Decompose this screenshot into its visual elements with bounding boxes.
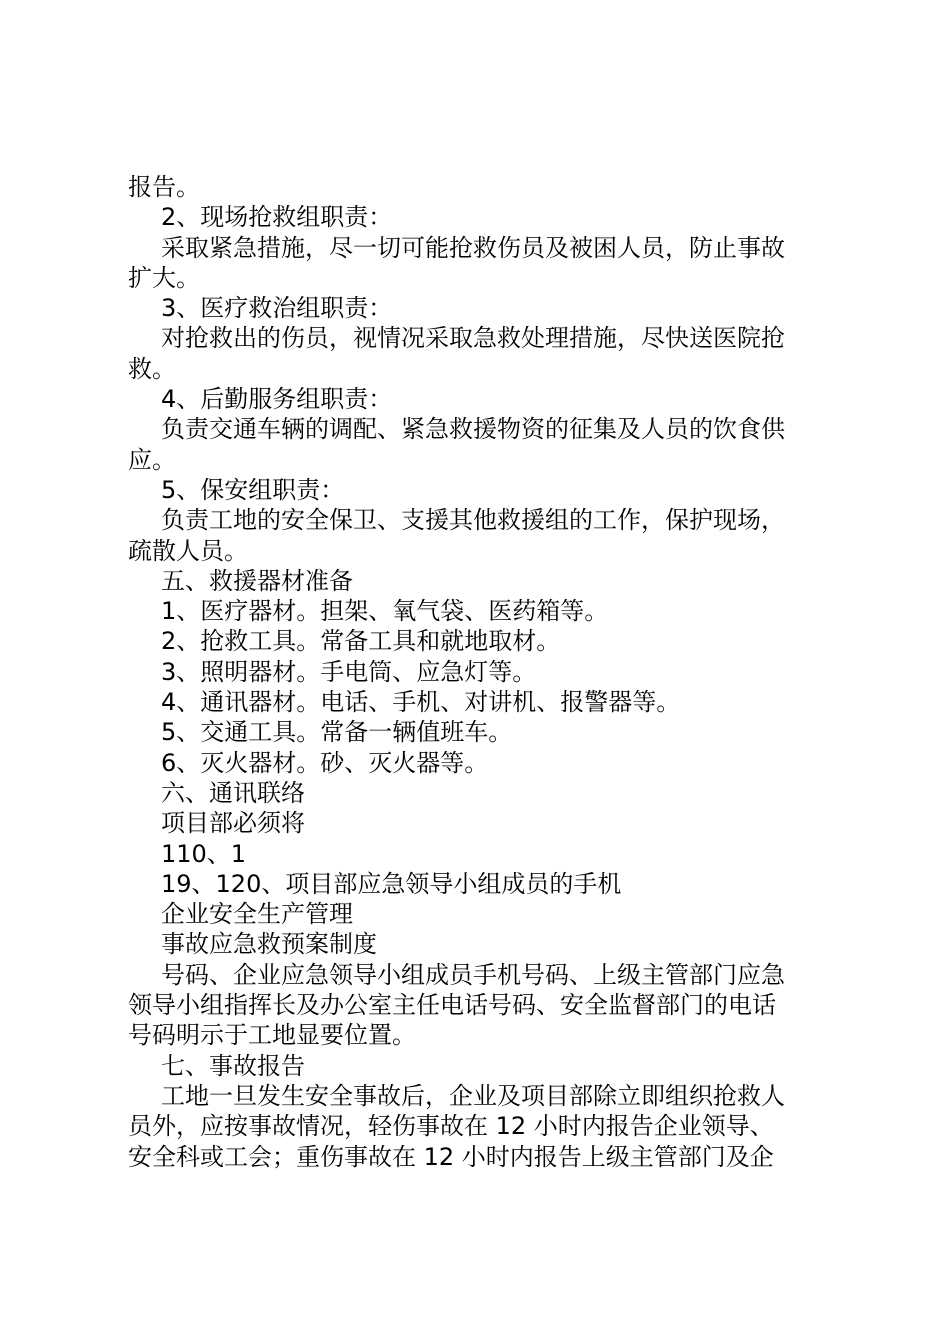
text-line: 扩大。 xyxy=(128,263,200,292)
text-line: 负责交通车辆的调配、紧急救援物资的征集及人员的饮食供 xyxy=(161,415,785,444)
text-line: 6、灭火器材。砂、灭火器等。 xyxy=(161,748,489,777)
text-line: 员外，应按事故情况，轻伤事故在 12 小时内报告企业领导、 xyxy=(128,1112,774,1141)
text-line: 报告。 xyxy=(128,173,200,201)
text-line: 5、保安组职责： xyxy=(161,475,345,504)
text-line: 六、通讯联络 xyxy=(161,778,305,807)
text-line: 2、现场抢救组职责： xyxy=(161,203,393,232)
text-line: 工地一旦发生安全事故后，企业及项目部除立即组织抢救人 xyxy=(161,1081,785,1110)
text-line: 4、后勤服务组职责： xyxy=(161,385,393,414)
text-line: 救。 xyxy=(128,354,176,383)
text-line: 1、医疗器材。担架、氧气袋、医药箱等。 xyxy=(161,597,609,626)
text-line: 负责工地的安全保卫、支援其他救援组的工作，保护现场， xyxy=(161,506,785,535)
text-line: 领导小组指挥长及办公室主任电话号码、安全监督部门的电话 xyxy=(128,991,776,1020)
text-line: 疏散人员。 xyxy=(128,536,248,565)
text-line: 110、1 xyxy=(161,839,247,868)
text-line: 4、通讯器材。电话、手机、对讲机、报警器等。 xyxy=(161,688,681,717)
text-line: 七、事故报告 xyxy=(161,1051,305,1080)
text-line: 5、交通工具。常备一辆值班车。 xyxy=(161,718,513,747)
text-line: 五、救援器材准备 xyxy=(161,566,353,595)
text-line: 2、抢救工具。常备工具和就地取材。 xyxy=(161,627,561,656)
document-body xyxy=(128,172,828,1172)
text-line: 号码、企业应急领导小组成员手机号码、上级主管部门应急 xyxy=(161,960,785,989)
text-line: 安全科或工会；重伤事故在 12 小时内报告上级主管部门及企 xyxy=(128,1142,774,1171)
text-line: 应。 xyxy=(128,445,176,474)
text-line: 19、120、项目部应急领导小组成员的手机 xyxy=(161,869,622,898)
text-line: 项目部必须将 xyxy=(161,809,305,838)
text-line: 3、医疗救治组职责： xyxy=(161,294,393,323)
text-line: 事故应急救预案制度 xyxy=(161,930,377,959)
text-line: 号码明示于工地显要位置。 xyxy=(128,1021,416,1050)
text-line: 企业安全生产管理 xyxy=(161,900,353,929)
text-line: 3、照明器材。手电筒、应急灯等。 xyxy=(161,657,537,686)
text-line: 对抢救出的伤员，视情况采取急救处理措施，尽快送医院抢 xyxy=(161,324,785,353)
text-line: 采取紧急措施，尽一切可能抢救伤员及被困人员，防止事故 xyxy=(161,233,785,262)
